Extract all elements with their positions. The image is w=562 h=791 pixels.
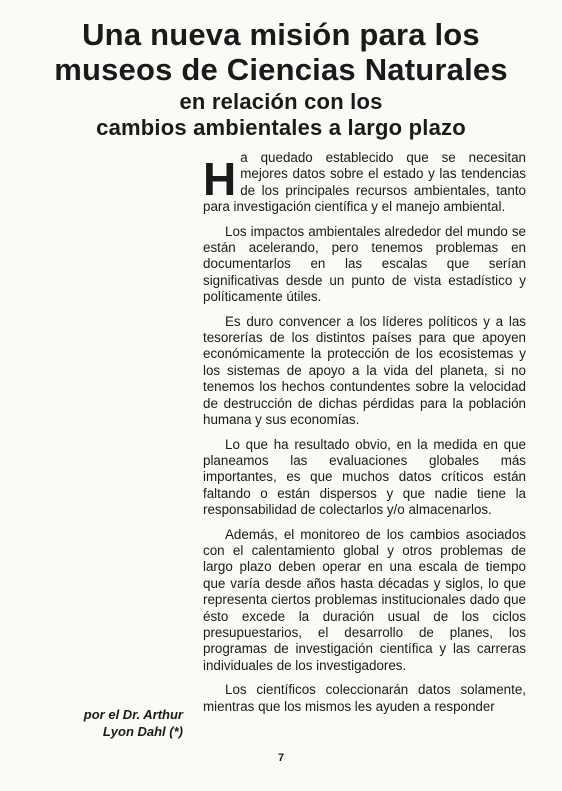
byline-line-2: Lyon Dahl (*) [102, 724, 183, 739]
headline-line-1: Una nueva misión para los [82, 17, 480, 52]
article-paragraph-3: Es duro convencer a los líderes políticos y a las tesorerías de los distintos países para que apoyen económicamente la protección de los ecosistemas y los sistemas de apoyo a la vida del planeta, si no tenemos los hechos contundentes sobre la velocidad de destrucción de dichas pérdidas para la población humana y sus economías. [203, 313, 526, 428]
paragraph-text: a quedado establecido que se necesitan mejores datos sobre el estado y las tendencias de los principales recursos ambientales, tanto para investigación científica y el manejo ambiental. [203, 150, 526, 215]
headline-line-2: museos de Ciencias Naturales [54, 52, 508, 87]
author-byline [40, 706, 183, 740]
subheadline-line-2: cambios ambientales a largo plazo [96, 115, 466, 140]
article-paragraph-4: Lo que ha resultado obvio, en la medida en que planeamos las evaluaciones globales más importantes, es que muchos datos críticos están faltando o están dispersos y que nadie tiene la responsabilidad de colectarlos y/o almacenarlos. [203, 436, 526, 518]
article-paragraph-6: Los científicos coleccionarán datos solamente, mientras que los mismos les ayuden a responder [203, 682, 526, 714]
subheadline-line-1: en relación con los [179, 89, 383, 114]
byline-line-1: por el Dr. Arthur [83, 707, 183, 722]
article-body [203, 150, 526, 723]
article-paragraph-2: Los impactos ambientales alrededor del mundo se están acelerando, pero tenemos problemas en documentarlos en las escalas que serían significativas desde un punto de vista estadístico y políticamente útiles. [203, 223, 526, 305]
page-number: 7 [277, 752, 285, 764]
article-paragraph-1 [203, 150, 526, 216]
article-paragraph-5: Además, el monitoreo de los cambios asociados con el calentamiento global y otros problemas de largo plazo deben operar en una escala de tiempo que varía desde años hasta décadas y siglos, lo que representa ciertos problemas institucionales dado que ésto excede la duración usual de los ciclos presupuestarios, el desarrollo de planes, los programas de investigación científica y las carreras individuales de los investigadores. [203, 526, 526, 673]
drop-cap: H [203, 153, 237, 205]
